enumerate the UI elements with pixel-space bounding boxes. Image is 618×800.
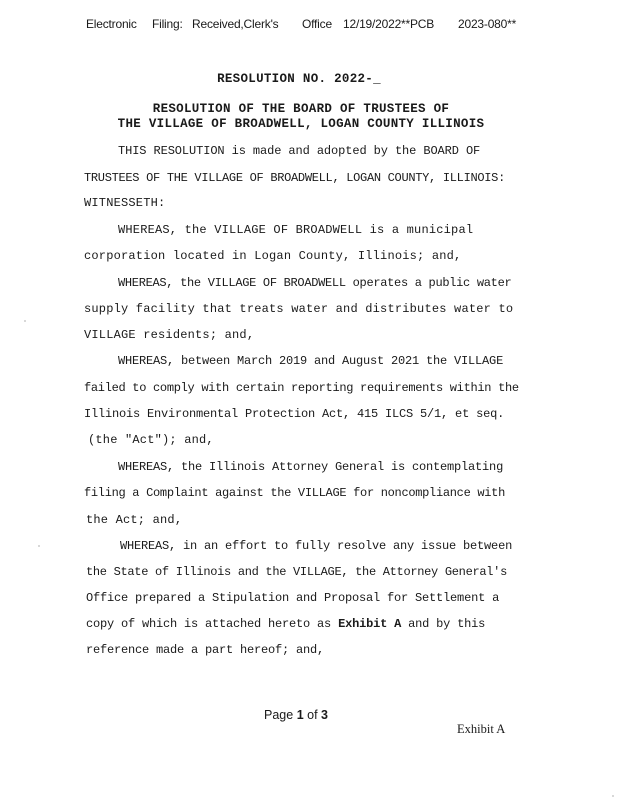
body-line: Illinois Environmental Protection Act, 415 ILCS 5/1, et seq.: [84, 407, 505, 421]
body-line: reference made a part hereof; and,: [86, 643, 325, 657]
resolution-number: RESOLUTION NO. 2022-_: [217, 72, 381, 86]
filing-docket: 2023-080**: [458, 17, 517, 31]
filing-label-electronic: Electronic: [86, 17, 137, 31]
body-line: corporation located in Logan County, Illinois; and,: [84, 249, 462, 263]
exhibit-reference: Exhibit A: [338, 617, 402, 631]
body-line: Office prepared a Stipulation and Proposal for Settlement a: [86, 591, 500, 605]
filing-header: [86, 17, 526, 35]
body-line: filing a Complaint against the VILLAGE for noncompliance with: [84, 486, 505, 500]
resolution-title-line-1: RESOLUTION OF THE BOARD OF TRUSTEES OF: [152, 102, 450, 116]
body-line: WHEREAS, the VILLAGE OF BROADWELL operates a public water: [118, 276, 512, 290]
filing-label-filing: Filing:: [152, 17, 183, 31]
body-line: the State of Illinois and the VILLAGE, the Attorney General's: [86, 565, 507, 579]
body-line: WHEREAS, between March 2019 and August 2021 the VILLAGE: [118, 354, 504, 368]
scan-speck: [612, 795, 614, 797]
body-line: the Act; and,: [86, 513, 183, 527]
current-page: 1: [296, 708, 304, 722]
body-line: (the "Act"); and,: [88, 433, 214, 447]
page-word: Page: [264, 708, 294, 722]
filing-date: 12/19/2022**PCB: [343, 17, 435, 31]
exhibit-label: Exhibit A: [457, 722, 506, 736]
body-line: WITNESSETH:: [84, 196, 166, 210]
body-line: WHEREAS, the VILLAGE OF BROADWELL is a municipal: [118, 223, 474, 237]
body-line: supply facility that treats water and distributes water to: [84, 302, 514, 316]
filing-label-received: Received,Clerk's: [192, 17, 279, 31]
body-line: VILLAGE residents; and,: [84, 328, 255, 342]
scan-speck: [38, 545, 40, 547]
filing-label-office: Office: [302, 17, 332, 31]
body-line: WHEREAS, in an effort to fully resolve any issue between: [120, 539, 513, 553]
body-line: WHEREAS, the Illinois Attorney General is contemplating: [118, 460, 504, 474]
body-line: THIS RESOLUTION is made and adopted by the BOARD OF: [118, 144, 481, 158]
body-line: failed to comply with certain reporting requirements within the: [84, 381, 519, 395]
of-word: of: [307, 708, 318, 722]
body-line: TRUSTEES OF THE VILLAGE OF BROADWELL, LOGAN COUNTY, ILLINOIS:: [84, 171, 505, 185]
body-line: [86, 617, 485, 631]
resolution-title-line-2: THE VILLAGE OF BROADWELL, LOGAN COUNTY ILLINOIS: [117, 117, 485, 131]
body-text: copy of which is attached hereto as: [86, 617, 332, 631]
page-number: [0, 708, 605, 722]
scan-speck: [24, 320, 26, 322]
total-pages: 3: [321, 708, 328, 722]
body-text: and by this: [408, 617, 486, 631]
